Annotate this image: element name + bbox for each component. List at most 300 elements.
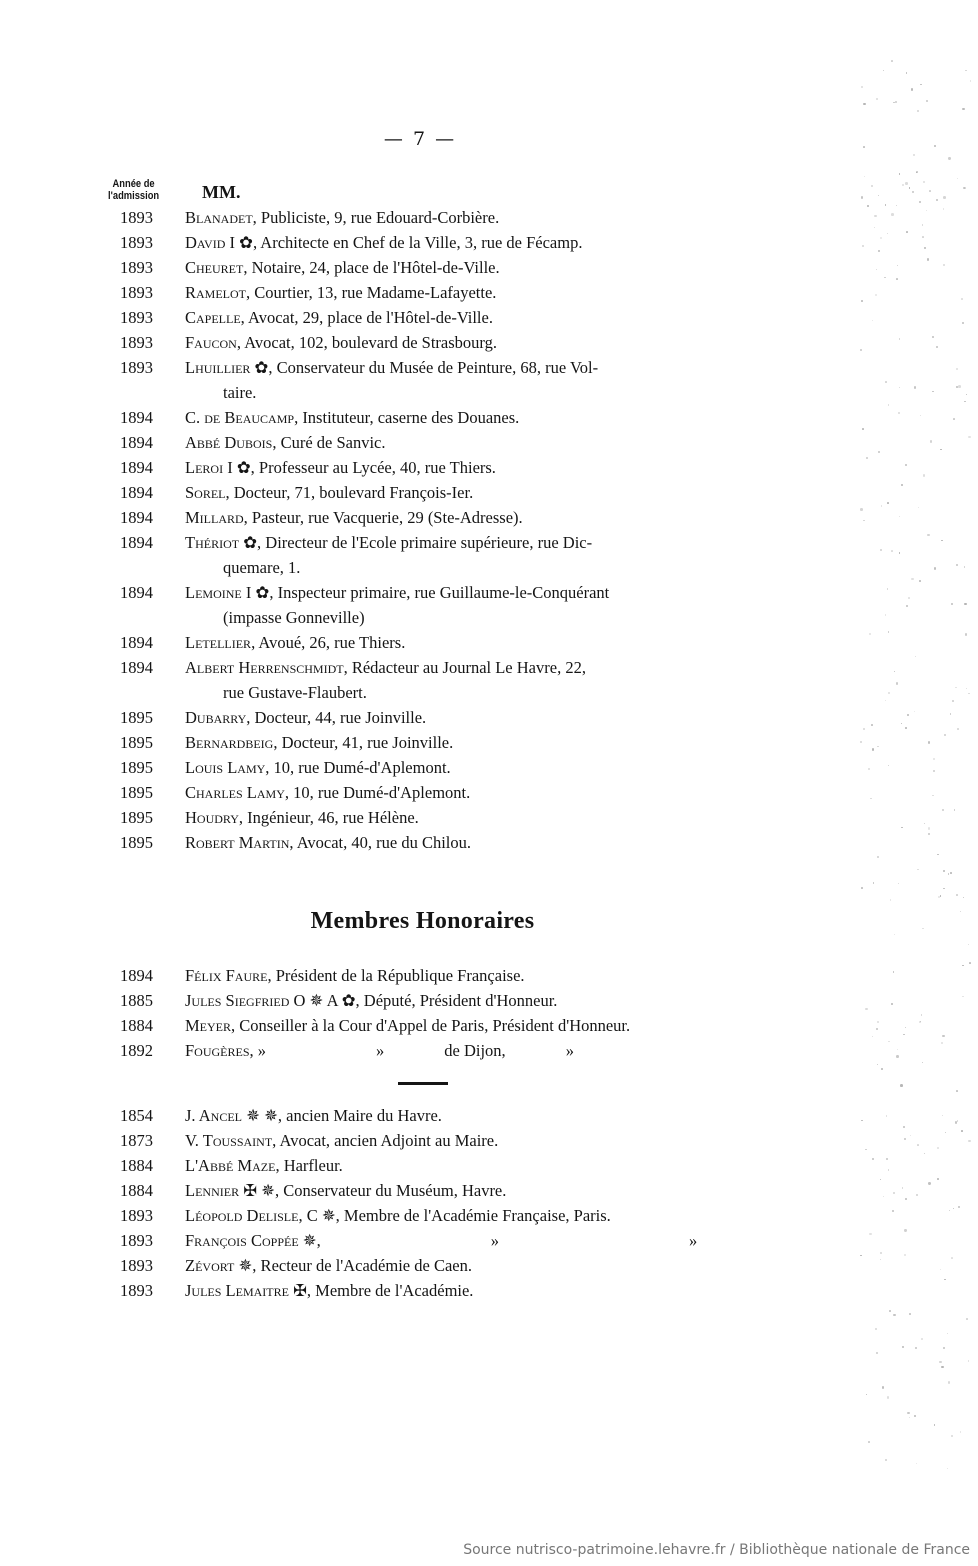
scan-speckle xyxy=(943,1347,945,1349)
scan-speckle xyxy=(881,1068,883,1070)
entry-text xyxy=(185,1178,760,1203)
scan-speckle xyxy=(924,823,925,824)
scan-speckle xyxy=(878,451,879,452)
scan-speckle xyxy=(939,1361,941,1363)
scan-speckle xyxy=(922,1062,923,1063)
scan-speckle xyxy=(957,178,958,179)
scan-speckle xyxy=(898,883,899,884)
scan-speckle xyxy=(887,588,888,589)
scan-speckle xyxy=(956,368,958,370)
scan-speckle xyxy=(952,700,954,702)
continuation-line: quemare, 1. xyxy=(223,558,301,577)
list-item xyxy=(120,1128,760,1153)
member-name: Jules Lemaitre xyxy=(185,1281,289,1300)
scan-speckle xyxy=(877,746,879,748)
list-item xyxy=(120,480,760,505)
scan-speckle xyxy=(885,700,886,701)
scan-speckle xyxy=(861,300,863,302)
scan-speckle xyxy=(888,765,889,766)
member-name: Lhuillier xyxy=(185,358,251,377)
scan-speckle xyxy=(963,897,964,898)
admission-year: 1884 xyxy=(120,1181,153,1200)
ditto-mark: » xyxy=(565,1041,574,1060)
scan-speckle xyxy=(877,1064,878,1065)
scan-speckle xyxy=(866,1394,867,1395)
scan-speckle xyxy=(948,1381,951,1384)
scan-speckle xyxy=(962,996,964,998)
scan-speckle xyxy=(891,550,893,552)
member-details: , Avoué, 26, rue Thiers. xyxy=(251,633,406,652)
scan-speckle xyxy=(899,338,900,339)
scan-speckle xyxy=(909,1417,910,1418)
admission-year: 1893 xyxy=(120,1206,153,1225)
scan-speckle xyxy=(872,748,875,751)
entry-text xyxy=(185,580,760,630)
member-name: Thériot xyxy=(185,533,240,552)
ditto-mark: » xyxy=(376,1041,385,1060)
scan-speckle xyxy=(861,887,863,889)
scan-speckle xyxy=(909,1313,911,1315)
member-details: , Docteur, 41, rue Joinville. xyxy=(273,733,454,752)
scan-speckle xyxy=(880,549,882,551)
entry-text xyxy=(185,1153,760,1178)
list-item xyxy=(120,1278,760,1303)
scan-speckle xyxy=(894,934,895,935)
scan-speckle xyxy=(943,208,944,209)
scan-speckle xyxy=(936,346,938,348)
member-details: , Avocat, ancien Adjoint au Maire. xyxy=(272,1131,499,1150)
admission-year: 1895 xyxy=(120,833,153,852)
member-name: Dubarry xyxy=(185,708,247,727)
member-details: ✿, Conservateur du Musée de Peinture, 68, rue Vol- xyxy=(250,358,599,377)
scan-speckle xyxy=(874,215,876,217)
scan-speckle xyxy=(907,714,909,716)
member-name: Bernardbeig xyxy=(185,733,274,752)
scan-speckle xyxy=(917,1144,919,1146)
scan-speckle xyxy=(910,1135,911,1136)
scan-speckle xyxy=(937,1147,939,1149)
scan-speckle xyxy=(932,391,933,392)
scan-speckle xyxy=(860,741,862,743)
entry-text xyxy=(185,355,760,405)
list-item xyxy=(120,1178,760,1203)
entry-text xyxy=(185,988,760,1013)
scan-speckle xyxy=(951,1257,953,1259)
scan-speckle xyxy=(885,381,887,383)
entry-text xyxy=(185,1103,760,1128)
scan-speckle xyxy=(896,682,899,685)
scan-speckle xyxy=(880,237,883,240)
ditto-mark: » xyxy=(689,1231,698,1250)
list-item xyxy=(120,530,760,580)
scan-speckle xyxy=(886,1115,887,1116)
scan-speckle xyxy=(862,245,864,247)
scan-speckle xyxy=(923,474,925,476)
scan-speckle xyxy=(901,484,903,486)
member-name: Abbé Dubois xyxy=(185,433,273,452)
entry-text xyxy=(185,1278,760,1303)
list-item xyxy=(120,1038,760,1063)
admission-year: 1893 xyxy=(120,358,153,377)
scan-speckle xyxy=(880,1259,881,1260)
scan-speckle xyxy=(888,692,890,694)
scan-speckle xyxy=(899,552,900,553)
scan-speckle xyxy=(905,464,907,466)
scan-speckle xyxy=(863,520,865,522)
list-item xyxy=(120,780,760,805)
scan-speckle xyxy=(921,1014,923,1016)
scan-speckle xyxy=(884,277,885,278)
section-title-honorary: Membres Honoraires xyxy=(310,908,535,934)
scan-speckle xyxy=(958,1206,960,1208)
member-details: , Avocat, 29, place de l'Hôtel-de-Ville. xyxy=(240,308,493,327)
member-details: , Docteur, 44, rue Joinville. xyxy=(246,708,427,727)
scan-speckle xyxy=(889,1310,891,1312)
scan-speckle xyxy=(876,269,877,270)
scan-speckle xyxy=(906,231,908,233)
scan-speckle xyxy=(917,869,918,870)
member-name: Blanadet xyxy=(185,208,253,227)
admission-year: 1894 xyxy=(120,458,153,477)
scan-speckle xyxy=(948,157,950,159)
scan-speckle xyxy=(968,944,969,945)
scan-speckle xyxy=(964,566,965,567)
member-details: O ✵ A ✿, Député, Président d'Honneur. xyxy=(289,991,558,1010)
scan-speckle xyxy=(911,88,914,91)
scan-speckle xyxy=(887,1396,889,1398)
member-details: ✵, Recteur de l'Académie de Caen. xyxy=(234,1256,472,1275)
scan-speckle xyxy=(891,213,894,216)
continuation-line: (impasse Gonneville) xyxy=(223,608,365,627)
scan-speckle xyxy=(888,404,890,406)
scan-speckle xyxy=(924,1153,925,1154)
scan-speckle xyxy=(905,182,907,184)
scan-speckle xyxy=(880,1252,882,1254)
scan-speckle xyxy=(920,84,922,86)
member-name: Fougères xyxy=(185,1041,250,1060)
source-attribution: Source nutrisco-patrimoine.lehavre.fr / Bibliothèque nationale de France xyxy=(463,1542,970,1558)
scan-speckle xyxy=(896,278,898,280)
member-details: , Docteur, 71, boulevard François-Ier. xyxy=(225,483,474,502)
scan-speckle xyxy=(872,320,873,321)
scan-speckle xyxy=(875,294,877,296)
scan-speckle xyxy=(942,1035,944,1037)
scan-speckle xyxy=(887,502,889,504)
scan-speckle xyxy=(876,1352,878,1354)
scan-speckle xyxy=(966,688,967,689)
admission-year: 1895 xyxy=(120,733,153,752)
scan-speckle xyxy=(873,882,875,884)
scan-speckle xyxy=(953,1208,954,1209)
scan-speckle xyxy=(885,204,887,206)
honorary-list-2 xyxy=(120,1103,760,1303)
scan-speckle xyxy=(874,227,875,228)
member-name: L'Abbé Maze xyxy=(185,1156,276,1175)
scan-speckle xyxy=(932,795,934,797)
list-item xyxy=(120,280,760,305)
member-details: , Avocat, 40, rue du Chilou. xyxy=(289,833,471,852)
scan-speckle xyxy=(893,1192,895,1194)
entry-text xyxy=(185,455,760,480)
scan-speckle xyxy=(944,734,946,736)
member-name: J. Ancel xyxy=(185,1106,243,1125)
admission-year: 1895 xyxy=(120,808,153,827)
member-name: C. de Beaucamp xyxy=(185,408,295,427)
member-name: Charles Lamy xyxy=(185,783,285,802)
scan-speckle xyxy=(914,711,915,712)
scan-speckle xyxy=(888,1169,890,1171)
scan-speckle xyxy=(893,971,894,972)
admission-year: 1894 xyxy=(120,508,153,527)
member-name: Félix Faure xyxy=(185,966,268,985)
scan-speckle xyxy=(891,1003,893,1005)
scan-speckle xyxy=(933,770,935,772)
scan-speckle xyxy=(969,962,971,964)
list-item xyxy=(120,355,760,405)
list-item xyxy=(120,730,760,755)
scan-speckle xyxy=(905,1198,907,1200)
admission-year: 1894 xyxy=(120,483,153,502)
entry-text xyxy=(185,1038,760,1063)
scan-speckle xyxy=(883,70,884,71)
scan-speckle xyxy=(865,1008,867,1010)
scan-speckle xyxy=(936,199,938,201)
list-item xyxy=(120,830,760,855)
scan-speckle xyxy=(901,723,902,724)
scan-speckle xyxy=(863,728,865,730)
scan-speckle xyxy=(928,833,929,834)
scan-speckle xyxy=(945,1132,946,1133)
member-name: Sorel xyxy=(185,483,226,502)
scan-speckle xyxy=(929,190,931,192)
entry-text xyxy=(185,1228,760,1253)
scan-speckle xyxy=(962,322,964,324)
scan-speckle xyxy=(919,580,921,582)
list-item xyxy=(120,963,760,988)
continuation-line: rue Gustave-Flaubert. xyxy=(223,683,367,702)
scan-speckle xyxy=(948,873,949,874)
scan-speckle xyxy=(944,1279,945,1280)
scan-speckle xyxy=(937,854,939,856)
scan-speckle xyxy=(955,687,957,689)
admission-year: 1873 xyxy=(120,1131,153,1150)
member-name: V. Toussaint xyxy=(185,1131,273,1150)
member-details: , Publiciste, 9, rue Edouard-Corbière. xyxy=(252,208,500,227)
scan-speckle xyxy=(887,233,888,234)
scan-speckle xyxy=(880,1179,881,1180)
scan-speckle xyxy=(903,1126,905,1128)
member-details: , Avocat, 102, boulevard de Strasbourg. xyxy=(236,333,497,352)
scan-speckle xyxy=(872,1158,874,1160)
scan-speckle xyxy=(915,1347,917,1349)
member-details: , Président de la République Française. xyxy=(267,966,525,985)
list-item xyxy=(120,255,760,280)
admission-year: 1893 xyxy=(120,233,153,252)
ditto-mark: » xyxy=(490,1231,499,1250)
member-name: Zévort xyxy=(185,1256,235,1275)
list-item xyxy=(120,1013,760,1038)
list-item xyxy=(120,655,760,705)
member-name: Robert Martin xyxy=(185,833,290,852)
scan-speckle xyxy=(941,1042,943,1044)
scan-speckle xyxy=(872,1036,874,1038)
scan-speckle xyxy=(942,1115,943,1116)
admission-year: 1884 xyxy=(120,1016,153,1035)
scan-speckle xyxy=(868,768,870,770)
scan-speckle xyxy=(868,1441,870,1443)
scan-speckle xyxy=(878,250,880,252)
admission-year: 1894 xyxy=(120,408,153,427)
member-name: Cheuret xyxy=(185,258,244,277)
scan-speckle xyxy=(863,146,865,148)
scan-speckle xyxy=(956,894,958,896)
scan-speckle xyxy=(920,1021,921,1022)
scan-speckle xyxy=(899,387,900,388)
entry-text xyxy=(185,1128,760,1153)
list-item xyxy=(120,805,760,830)
scan-speckle xyxy=(892,1210,894,1212)
list-item xyxy=(120,1203,760,1228)
entry-text xyxy=(185,1203,760,1228)
member-details: , Rédacteur au Journal Le Havre, 22, xyxy=(343,658,586,677)
scan-speckle xyxy=(966,1318,968,1320)
admission-year: 1893 xyxy=(120,283,153,302)
scan-speckle xyxy=(961,298,963,300)
entry-text xyxy=(185,630,760,655)
scan-speckle xyxy=(951,1435,953,1437)
scan-speckle xyxy=(968,436,971,439)
entry-text xyxy=(185,730,760,755)
list-item xyxy=(120,330,760,355)
scan-speckle xyxy=(923,181,925,183)
member-details: , Instituteur, caserne des Douanes. xyxy=(294,408,520,427)
entry-text xyxy=(185,280,760,305)
scan-speckle xyxy=(904,1229,906,1231)
scan-speckle xyxy=(869,633,871,635)
scan-speckle xyxy=(968,1360,970,1362)
member-details: , » xyxy=(249,1041,267,1060)
scan-speckle xyxy=(861,1120,862,1121)
scan-speckle xyxy=(932,336,934,338)
scan-speckle xyxy=(914,386,916,388)
scan-speckle xyxy=(930,440,932,442)
scan-speckle xyxy=(922,236,924,238)
member-details: , Curé de Sanvic. xyxy=(272,433,386,452)
member-name: Ramelot xyxy=(185,283,246,302)
list-item xyxy=(120,630,760,655)
member-name: Lemoine xyxy=(185,583,242,602)
entry-text xyxy=(185,655,760,705)
scan-speckle xyxy=(896,1055,899,1058)
scan-speckle xyxy=(867,205,869,207)
scan-speckle xyxy=(964,401,965,402)
scan-speckle xyxy=(957,728,958,729)
admission-year: 1894 xyxy=(120,433,153,452)
scan-speckle xyxy=(928,741,931,744)
scan-speckle xyxy=(933,758,935,760)
list-item xyxy=(120,580,760,630)
scan-speckle xyxy=(861,196,864,199)
scan-speckle xyxy=(922,928,923,929)
scan-speckle xyxy=(919,201,921,203)
entry-text xyxy=(185,430,760,455)
scan-speckle xyxy=(908,597,910,599)
scan-speckle xyxy=(920,415,922,417)
scan-speckle xyxy=(878,195,879,196)
scan-speckle xyxy=(957,1120,959,1122)
scan-speckle xyxy=(883,1196,884,1197)
entry-text xyxy=(185,205,760,230)
scan-speckle xyxy=(903,1034,904,1035)
scan-speckle xyxy=(913,154,914,155)
scan-speckle xyxy=(914,1415,916,1417)
member-details: ✵ ✵, ancien Maire du Havre. xyxy=(242,1106,442,1125)
admission-year: 1894 xyxy=(120,966,153,985)
scan-speckle xyxy=(965,633,967,635)
scan-speckle xyxy=(934,567,936,569)
member-name: Letellier xyxy=(185,633,252,652)
admission-year: 1895 xyxy=(120,708,153,727)
scan-speckle xyxy=(968,1140,970,1142)
admission-year: 1892 xyxy=(120,1041,153,1060)
scan-speckle xyxy=(899,516,900,517)
member-name: Leroi xyxy=(185,458,224,477)
scan-speckle xyxy=(970,80,971,81)
entry-text xyxy=(185,480,760,505)
scan-speckle xyxy=(876,1028,878,1030)
scan-speckle xyxy=(921,1338,923,1340)
member-name: Louis Lamy xyxy=(185,758,266,777)
honorary-list-1 xyxy=(120,963,760,1063)
member-details: I ✿, Professeur au Lycée, 40, rue Thiers. xyxy=(223,458,496,477)
scan-speckle xyxy=(906,605,908,607)
scan-speckle xyxy=(876,98,878,100)
page-number: — 7 — xyxy=(383,128,457,150)
scan-speckle xyxy=(902,1346,903,1347)
admission-year: 1884 xyxy=(120,1156,153,1175)
scan-speckle xyxy=(864,176,865,177)
scan-speckle xyxy=(902,184,904,186)
scan-speckle xyxy=(943,264,945,266)
scan-speckle xyxy=(900,1084,903,1087)
admission-year: 1893 xyxy=(120,1281,153,1300)
scan-speckle xyxy=(893,1314,896,1317)
scan-speckle xyxy=(922,224,924,226)
list-item xyxy=(120,505,760,530)
admission-year: 1894 xyxy=(120,633,153,652)
scan-speckle xyxy=(860,349,862,351)
entry-text xyxy=(185,230,760,255)
scan-speckle xyxy=(915,656,916,657)
entry-text xyxy=(185,805,760,830)
member-details: I ✿, Inspecteur primaire, rue Guillaume-le-Conquérant xyxy=(241,583,610,602)
entry-text xyxy=(185,1013,760,1038)
member-details: , C ✵, Membre de l'Académie Française, Paris. xyxy=(298,1206,611,1225)
scan-speckle xyxy=(865,1149,866,1150)
scan-speckle xyxy=(888,631,890,633)
scan-speckle xyxy=(964,603,966,605)
scan-speckle xyxy=(896,205,897,206)
scan-speckle xyxy=(947,1333,948,1334)
scan-speckle xyxy=(904,1254,906,1256)
member-details: ✠ ✵, Conservateur du Muséum, Havre. xyxy=(239,1181,507,1200)
entry-text xyxy=(185,705,760,730)
scan-speckle xyxy=(898,412,900,414)
scan-speckle xyxy=(927,534,930,537)
admission-year: 1893 xyxy=(120,1231,153,1250)
scan-speckle xyxy=(909,187,911,189)
salutation: MM. xyxy=(202,182,241,202)
